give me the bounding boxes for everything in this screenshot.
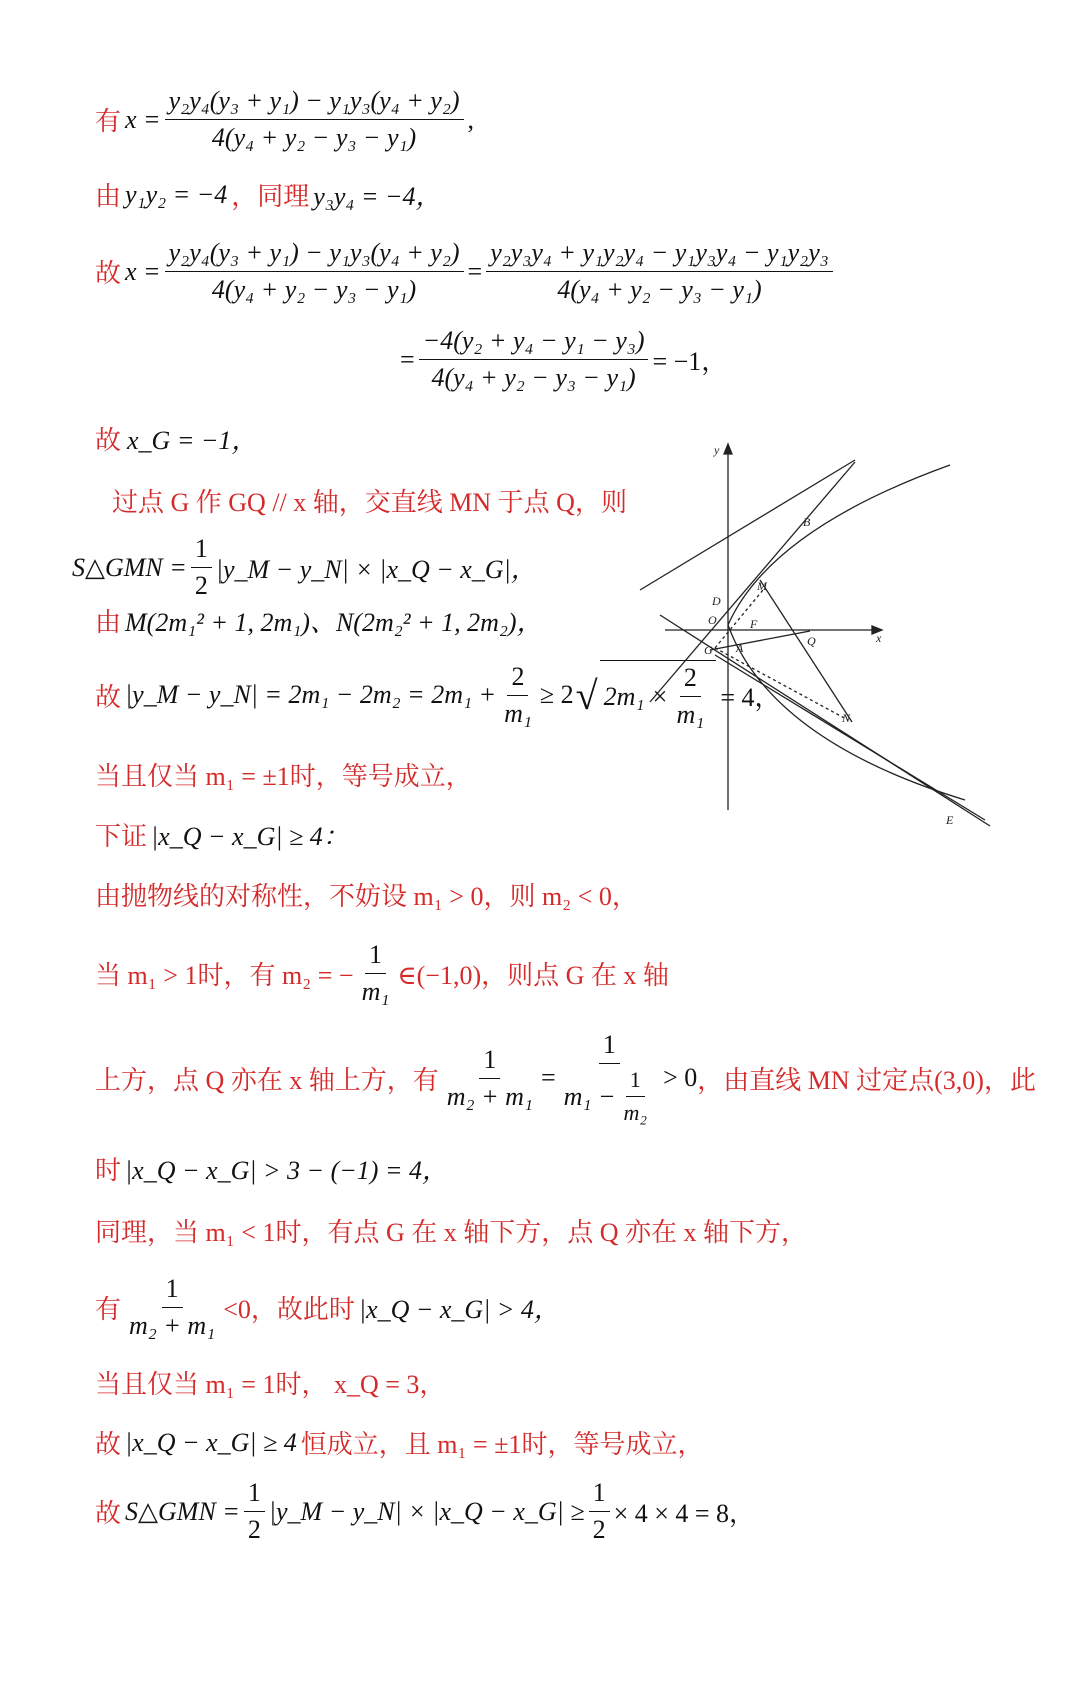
math-expr: y₁y₂ = −4 xyxy=(125,179,228,209)
label-N: N xyxy=(842,711,851,725)
line-text: ，由直线 MN 过定点(3,0)，此 xyxy=(697,1065,1036,1095)
fraction xyxy=(244,1478,265,1545)
fraction xyxy=(358,940,394,1007)
fraction xyxy=(486,238,833,305)
math-expr: 2m₁ × xyxy=(603,681,669,711)
line-prefix: 故 xyxy=(95,259,122,288)
text-line-13 xyxy=(95,940,669,1007)
equals: = xyxy=(467,256,483,286)
line-MN xyxy=(760,580,852,722)
label-A: A xyxy=(736,641,744,655)
frac-den: 4(y₄ + y₂ − y₃ − y₁) xyxy=(211,123,417,152)
frac-den: 2 xyxy=(247,1515,261,1544)
line-prefix: 故 xyxy=(95,1430,122,1459)
math-expr: |y_M − y_N| = 2m₁ − 2m₂ = 2m₁ + xyxy=(125,680,497,709)
math-expr: m₁ − xyxy=(563,1081,616,1111)
line-text: 过点 G 作 GQ // x 轴，交直线 MN 于点 Q，则 xyxy=(112,488,627,517)
label-G: G xyxy=(704,643,713,657)
line-text: 当且仅当 m₁ = ±1时，等号成立， xyxy=(95,762,472,791)
line-text: <0，故此时 xyxy=(223,1295,355,1324)
equals: = xyxy=(540,1063,556,1092)
frac-num: 2 xyxy=(507,662,528,696)
line-prefix: 故 xyxy=(95,682,122,712)
frac-num: 1 xyxy=(589,1478,610,1512)
fraction xyxy=(191,534,212,601)
label-M: M xyxy=(757,579,767,593)
line-text: ∈(−1,0)，则点 G 在 x 轴 xyxy=(397,961,669,990)
frac-num: 1 xyxy=(599,1030,620,1064)
frac-num: −4(y₂ + y₄ − y₁ − y₃) xyxy=(419,326,649,360)
line-text: 当 m₁ > 1时，有 m₂ = − xyxy=(95,961,354,990)
math-expr: |x_Q − x_G| ≥ 4： xyxy=(151,822,349,851)
math-x-eq: x = xyxy=(125,104,161,134)
frac-num: 1 xyxy=(626,1067,645,1097)
frac-den: m₁ xyxy=(361,977,390,1006)
math-expr: |x_Q − x_G| > 3 − (−1) = 4， xyxy=(125,1156,448,1185)
line-text: 由抛物线的对称性，不妨设 m₁ > 0，则 m₂ < 0， xyxy=(95,882,638,911)
math-expr: ≥ 2 xyxy=(539,680,574,709)
eq-line-8 xyxy=(95,602,543,639)
line-prefix: 时 xyxy=(95,1156,122,1185)
frac-den: 2 xyxy=(592,1515,606,1544)
sqrt-sign: √ xyxy=(575,672,598,718)
eq-line-19 xyxy=(95,1424,704,1461)
label-F: F xyxy=(750,617,758,631)
line-GQ xyxy=(710,631,810,650)
eq-line-4 xyxy=(400,326,727,393)
math-expr: = 4， xyxy=(720,682,781,712)
line-prefix: 下证 xyxy=(95,822,148,851)
parabola-figure xyxy=(620,440,1030,860)
fraction xyxy=(620,1067,652,1126)
label-D: D xyxy=(712,594,721,608)
math-x-eq: x = xyxy=(125,256,161,286)
area-label: S△GMN = xyxy=(125,1496,240,1526)
math-expr: M(2m₁² + 1, 2m₁)、N(2m₂² + 1, 2m₂)， xyxy=(125,608,543,637)
frac-den xyxy=(560,1064,659,1126)
math-expr: |x_Q − x_G| ≥ 4 xyxy=(125,1427,297,1457)
line-prefix: 故 xyxy=(95,1499,122,1528)
frac-num: y₂y₄(y₃ + y₁) − y₁y₃(y₄ + y₂) xyxy=(165,238,464,272)
eq-line-3 xyxy=(95,238,837,305)
math-expr: |y_M − y_N| × |x_Q − x_G|， xyxy=(215,555,537,584)
fraction xyxy=(443,1045,537,1112)
frac-num: 1 xyxy=(162,1274,183,1308)
frac-num: y₂y₄(y₃ + y₁) − y₁y₃(y₄ + y₂) xyxy=(165,86,464,120)
label-y: y xyxy=(714,443,720,457)
fraction xyxy=(589,1478,610,1545)
frac-num: 2 xyxy=(680,663,701,697)
fraction xyxy=(165,238,464,305)
line-BE xyxy=(715,655,985,820)
line-prefix: 由 xyxy=(95,182,122,211)
frac-den: m₁ xyxy=(504,698,532,728)
math-expr: > 0 xyxy=(663,1063,698,1092)
line-prefix: 有 xyxy=(95,107,122,136)
fraction xyxy=(500,662,536,729)
frac-den: m₁ xyxy=(676,700,705,729)
line-AB xyxy=(650,462,855,702)
text-line-14 xyxy=(95,1030,1036,1126)
fraction xyxy=(125,1274,219,1341)
fraction xyxy=(165,86,464,153)
text-line-10 xyxy=(95,756,472,793)
eq-line-20 xyxy=(95,1478,755,1545)
line-text: 恒成立，且 m₁ = ±1时，等号成立， xyxy=(300,1430,704,1459)
eq-line-15 xyxy=(95,1150,448,1187)
eq-line-17 xyxy=(95,1274,560,1341)
frac-den: m₂ + m₁ xyxy=(446,1081,533,1111)
eq-line-7 xyxy=(72,534,537,601)
line-text: 上方，点 Q 亦在 x 轴上方，有 xyxy=(95,1065,439,1095)
math-expr: |y_M − y_N| × |x_Q − x_G| ≥ xyxy=(268,1496,585,1526)
equals: = xyxy=(400,344,415,374)
result: = −1， xyxy=(652,347,728,376)
eq-line-5 xyxy=(95,420,257,457)
frac-den: 4(y₄ + y₂ − y₃ − y₁) xyxy=(557,275,762,304)
eq-line-1: 有 x = $\frac{\text{y₂y₄(y₃ + y₁) − y₁y₃(y₄ + y₂)}}{\text{4(y₄ + y₂ − y₃ − y₁)}}$ , xyxy=(95,86,475,152)
fraction xyxy=(419,326,649,393)
math-expr: y₃y₄ = −4， xyxy=(313,182,442,211)
label-Q: Q xyxy=(807,634,816,648)
math-expr: × 4 × 4 = 8， xyxy=(613,1499,756,1528)
label-E: E xyxy=(946,813,954,827)
eq-line-11 xyxy=(95,816,349,853)
label-B: B xyxy=(803,515,811,529)
frac-den: m₂ + m₁ xyxy=(129,1311,216,1340)
frac-num: 1 xyxy=(365,940,386,974)
math-expr: x_G = −1， xyxy=(127,426,258,455)
frac-num: 1 xyxy=(479,1045,500,1079)
line-text: ，同理 xyxy=(231,182,310,211)
line-prefix: 由 xyxy=(95,608,122,637)
frac-den: 2 xyxy=(194,571,208,600)
line-text: 当且仅当 m₁ = 1时， x_Q = 3， xyxy=(95,1370,446,1399)
line-prefix: 有 xyxy=(95,1295,122,1324)
frac-den: m₂ xyxy=(623,1100,648,1125)
frac-den: 4(y₄ + y₂ − y₃ − y₁) xyxy=(211,275,417,304)
math-expr: |x_Q − x_G| > 4， xyxy=(358,1295,560,1324)
eq-line-2 xyxy=(95,176,442,213)
label-O: O xyxy=(708,613,717,627)
frac-num: 1 xyxy=(191,534,212,568)
fraction xyxy=(560,1030,659,1126)
text-line-16 xyxy=(95,1212,807,1249)
label-x: x xyxy=(876,631,882,645)
text-line-18 xyxy=(95,1364,445,1401)
line-prefix: 故 xyxy=(95,426,122,455)
text-line-6 xyxy=(112,482,627,519)
area-label: S△GMN = xyxy=(72,552,187,582)
y-axis-arrow xyxy=(724,444,732,454)
line-text: 同理，当 m₁ < 1时，有点 G 在 x 轴下方，点 Q 亦在 x 轴下方， xyxy=(95,1218,808,1247)
frac-num: y₂y₃y₄ + y₁y₂y₄ − y₁y₃y₄ − y₁y₂y₃ xyxy=(486,238,833,272)
frac-num: 1 xyxy=(244,1478,265,1512)
frac-den: 4(y₄ + y₂ − y₃ − y₁) xyxy=(431,363,636,392)
text-line-12 xyxy=(95,876,638,913)
